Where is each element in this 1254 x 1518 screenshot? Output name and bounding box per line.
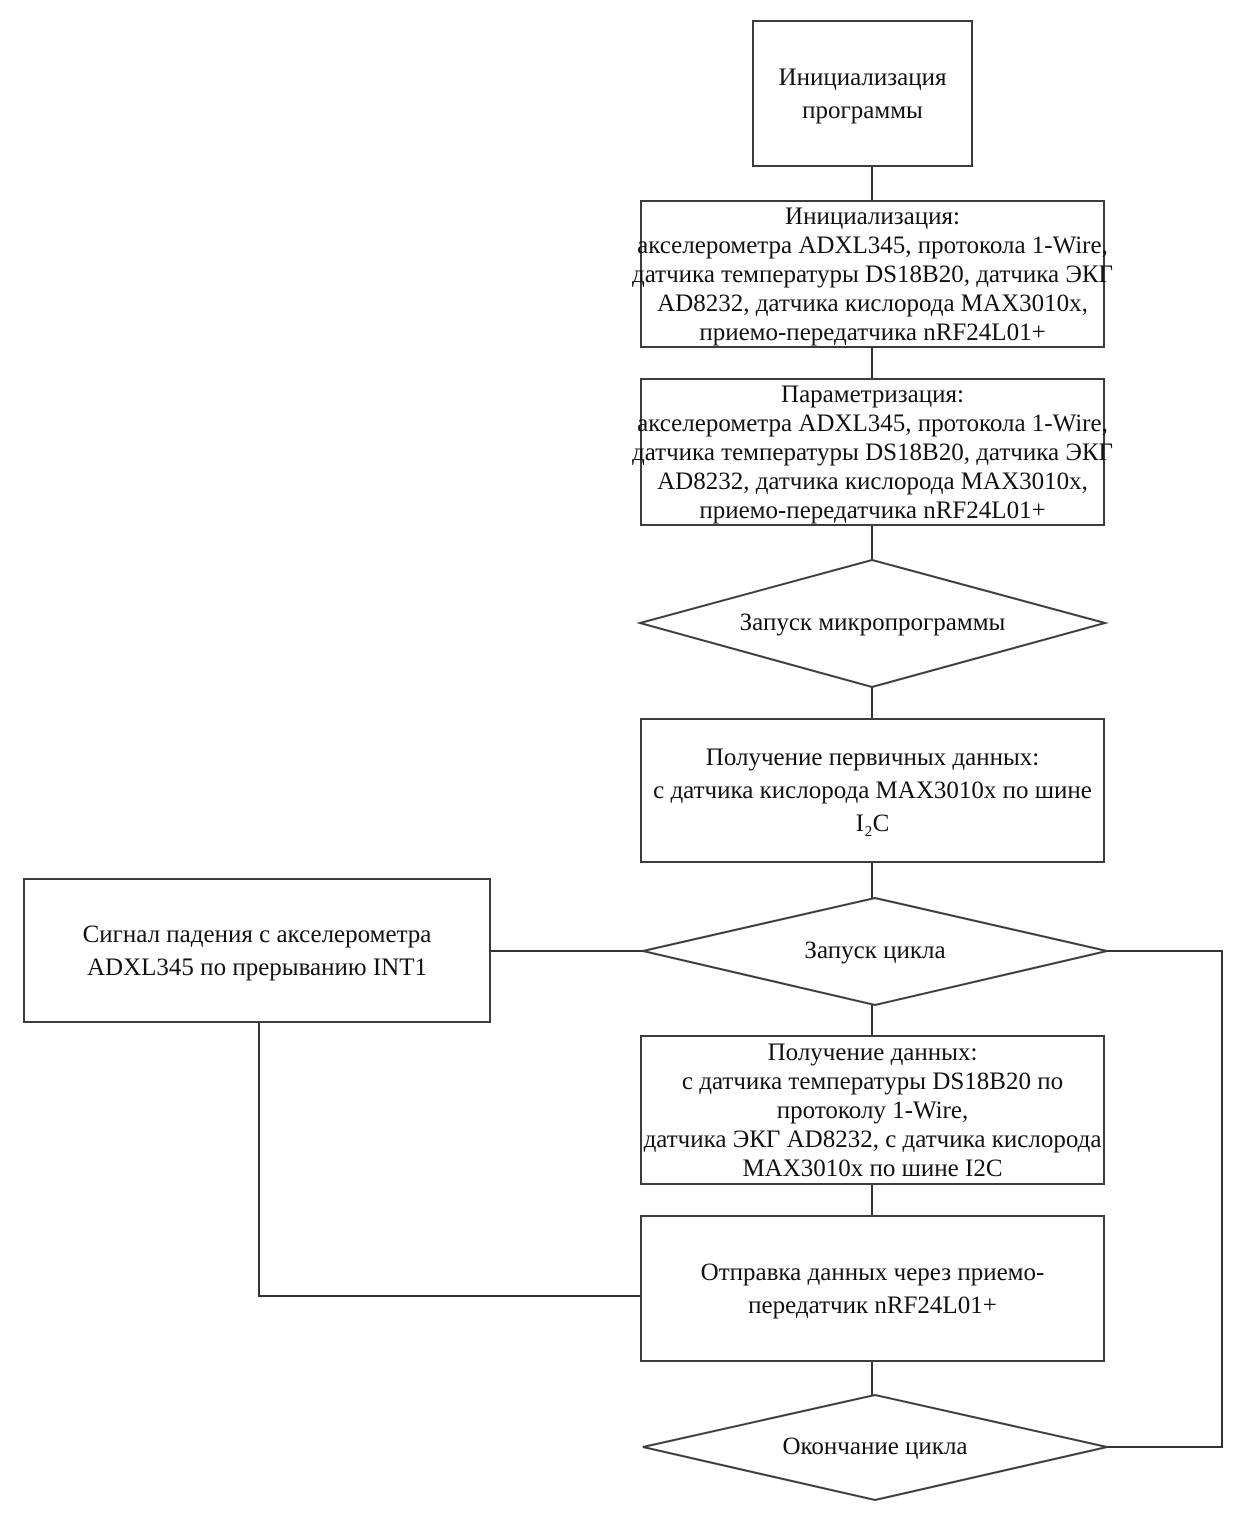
fall-signal-box	[23, 878, 491, 1023]
cycle-end-decision-label: Окончание цикла	[782, 1433, 968, 1460]
firmware-decision-label: Запуск микропрограммы	[739, 609, 1006, 636]
primary-data-box-line: Получение первичных данных:	[705, 744, 1040, 771]
data-acquisition-box-line: датчика ЭКГ AD8232, с датчика кислорода	[643, 1125, 1102, 1153]
send-data-box-line: Отправка данных через приемо-	[700, 1258, 1045, 1286]
data-acquisition-box-line: Получение данных:	[767, 1038, 978, 1066]
init-box-line: AD8232, датчика кислорода MAX3010x,	[657, 289, 1088, 317]
primary-data-box-line: с датчика кислорода MAX3010x по шине	[653, 777, 1092, 804]
start-box	[752, 20, 973, 167]
init-box-line: датчика температуры DS18B20, датчика ЭКГ	[632, 260, 1113, 288]
data-acquisition-box-line: MAX3010x по шине I2C	[742, 1154, 1003, 1182]
fall-signal-box-line: Сигнал падения с акселерометра	[82, 920, 432, 948]
init-box-line: Инициализация:	[785, 202, 960, 230]
start-box-line: Инициализация	[778, 63, 947, 91]
fall-signal-box-line: ADXL345 по прерыванию INT1	[87, 953, 427, 981]
connector-fall-signal-to-send-data	[259, 1023, 640, 1296]
init-box-line: акселерометра ADXL345, протокола 1-Wire,	[637, 231, 1108, 259]
init-box-line: приемо-передатчика nRF24L01+	[699, 318, 1046, 346]
data-acquisition-box-line: протоколу 1-Wire,	[776, 1096, 969, 1124]
primary-data-box-line: I₂C	[855, 810, 890, 837]
parametrization-box-line: AD8232, датчика кислорода MAX3010x,	[657, 467, 1088, 495]
start-box-line: программы	[802, 96, 923, 124]
parametrization-box-line: Параметризация:	[781, 380, 964, 408]
connector-cycle-loop	[1107, 951, 1222, 1447]
parametrization-box-line: датчика температуры DS18B20, датчика ЭКГ	[632, 438, 1113, 466]
primary-data-box	[640, 718, 1105, 863]
data-acquisition-box-line: с датчика температуры DS18B20 по	[681, 1067, 1064, 1095]
send-data-box-line: передатчик nRF24L01+	[748, 1291, 997, 1319]
cycle-start-decision-label: Запуск цикла	[804, 937, 946, 964]
init-box	[632, 200, 1113, 348]
send-data-box	[640, 1215, 1105, 1362]
parametrization-box-line: акселерометра ADXL345, протокола 1-Wire,	[637, 409, 1108, 437]
data-acquisition-box	[640, 1035, 1105, 1185]
parametrization-box-line: приемо-передатчика nRF24L01+	[699, 496, 1046, 524]
parametrization-box	[632, 378, 1113, 526]
